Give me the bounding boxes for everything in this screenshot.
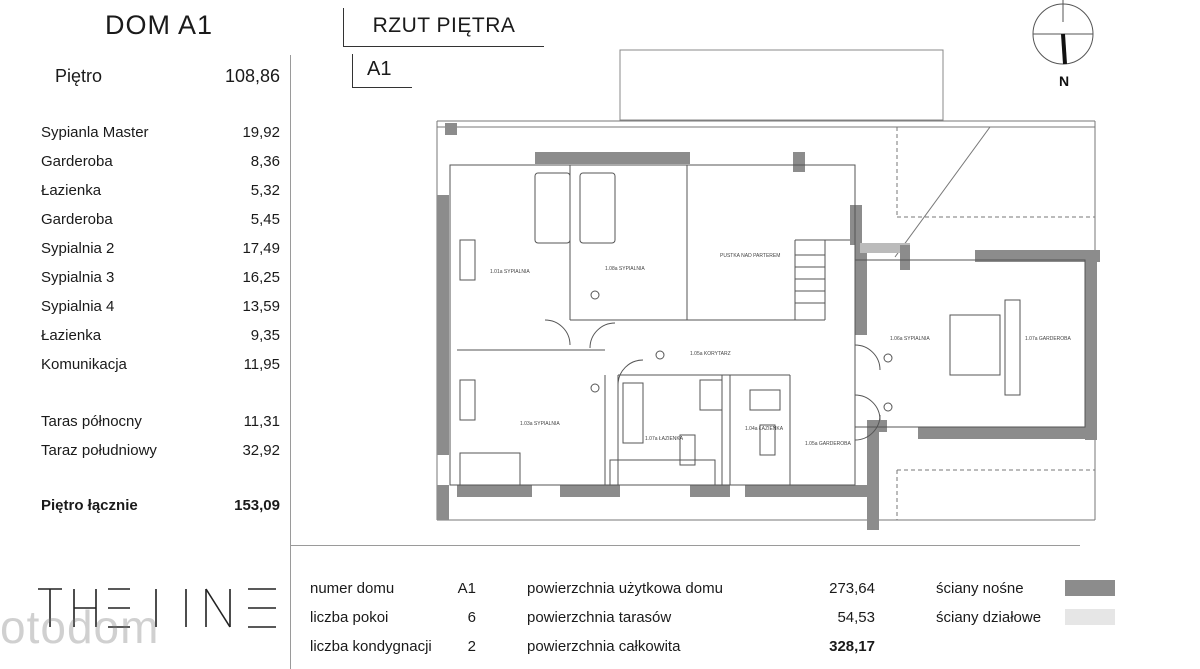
room-name: Łazienka: [41, 182, 102, 199]
svg-text:1.05a GARDEROBA: 1.05a GARDEROBA: [805, 441, 851, 447]
watermark: otodom: [0, 601, 160, 653]
summary-label: numer domu: [310, 580, 395, 597]
room-area: 13,59: [242, 298, 280, 315]
terrace-name: Taraz południowy: [41, 442, 157, 459]
room-row: [41, 267, 280, 296]
terrace-row: [41, 411, 280, 440]
room-row: [41, 296, 280, 325]
terrace-name: Taras północny: [41, 413, 142, 430]
summary-label: powierzchnia użytkowa domu: [527, 580, 723, 597]
summary-value: A1: [457, 580, 476, 597]
summary-label: powierzchnia całkowita: [527, 638, 681, 655]
north-label: N: [1059, 73, 1070, 89]
room-list: [41, 122, 280, 383]
room-name: Sypialnia 3: [41, 269, 115, 286]
summary-col2-labels: [527, 578, 787, 665]
room-area: 9,35: [250, 327, 280, 344]
room-area: 11,95: [243, 356, 280, 373]
room-row: [41, 151, 280, 180]
summary-label: powierzchnia tarasów: [527, 609, 672, 626]
room-name: Sypianla Master: [41, 124, 149, 141]
total-value: 153,09: [234, 497, 280, 514]
terrace-area: 11,31: [243, 413, 280, 430]
summary-label: liczba kondygnacji: [310, 638, 432, 655]
summary-col1-values: [440, 578, 476, 665]
svg-text:1.03a SYPIALNIA: 1.03a SYPIALNIA: [520, 421, 560, 427]
legend-swatch-load-bearing: [1065, 580, 1115, 596]
svg-text:1.06a SYPIALNIA: 1.06a SYPIALNIA: [890, 336, 930, 342]
summary-total-value: 328,17: [829, 638, 875, 655]
room-row: [41, 180, 280, 209]
floor-label: Piętro: [55, 66, 103, 86]
summary-label: liczba pokoi: [310, 609, 389, 626]
total-row: [41, 497, 280, 514]
summary-col1-labels: [310, 578, 450, 665]
floor-area-row: [55, 66, 280, 87]
svg-text:1.07a ŁAZIENKA: 1.07a ŁAZIENKA: [645, 436, 684, 442]
room-row: [41, 209, 280, 238]
svg-text:1.07a GARDEROBA: 1.07a GARDEROBA: [1025, 336, 1071, 342]
room-area: 16,25: [242, 269, 280, 286]
summary-value: 54,53: [837, 609, 875, 626]
svg-text:1.01a SYPIALNIA: 1.01a SYPIALNIA: [490, 269, 530, 275]
floor-value: 108,86: [224, 66, 280, 86]
plan-title: RZUT PIĘTRA: [343, 8, 544, 47]
room-name: Sypialnia 4: [41, 298, 115, 315]
room-name: Garderoba: [41, 153, 113, 170]
room-area: 19,92: [242, 124, 280, 141]
floor-plan: [430, 45, 1130, 535]
summary-value: 6: [467, 609, 476, 626]
room-row: [41, 325, 280, 354]
divider-horizontal: [290, 545, 1080, 546]
room-area: 5,32: [250, 182, 280, 199]
terrace-list: [41, 411, 280, 469]
total-label: Piętro łącznie: [41, 497, 138, 514]
room-area: 17,49: [242, 240, 280, 257]
room-name: Łazienka: [41, 327, 102, 344]
room-row: [41, 354, 280, 383]
legend: [936, 578, 1066, 636]
svg-text:1.05a KORYTARZ: 1.05a KORYTARZ: [690, 351, 731, 357]
room-area: 8,36: [250, 153, 280, 170]
svg-text:1.08a SYPIALNIA: 1.08a SYPIALNIA: [605, 266, 645, 272]
summary-col2-values: [790, 578, 875, 665]
legend-swatch-partition: [1065, 609, 1115, 625]
summary-value: 273,64: [829, 580, 875, 597]
terrace-area: 32,92: [242, 442, 280, 459]
svg-text:1.04a ŁAZIENKA: 1.04a ŁAZIENKA: [745, 426, 784, 432]
house-title: DOM A1: [105, 10, 214, 40]
legend-item: ściany nośne: [936, 580, 1024, 597]
room-name: Sypialnia 2: [41, 240, 115, 257]
summary-value: 2: [467, 638, 476, 655]
room-row: [41, 122, 280, 151]
terrace-row: [41, 440, 280, 469]
room-name: Garderoba: [41, 211, 113, 228]
room-row: [41, 238, 280, 267]
plan-subtitle: A1: [352, 54, 412, 88]
svg-text:PUSTKA NAD PARTEREM: PUSTKA NAD PARTEREM: [720, 253, 781, 259]
room-area: 5,45: [250, 211, 280, 228]
room-name: Komunikacja: [41, 356, 127, 373]
divider-vertical: [290, 55, 291, 669]
legend-item: ściany działowe: [936, 609, 1042, 626]
